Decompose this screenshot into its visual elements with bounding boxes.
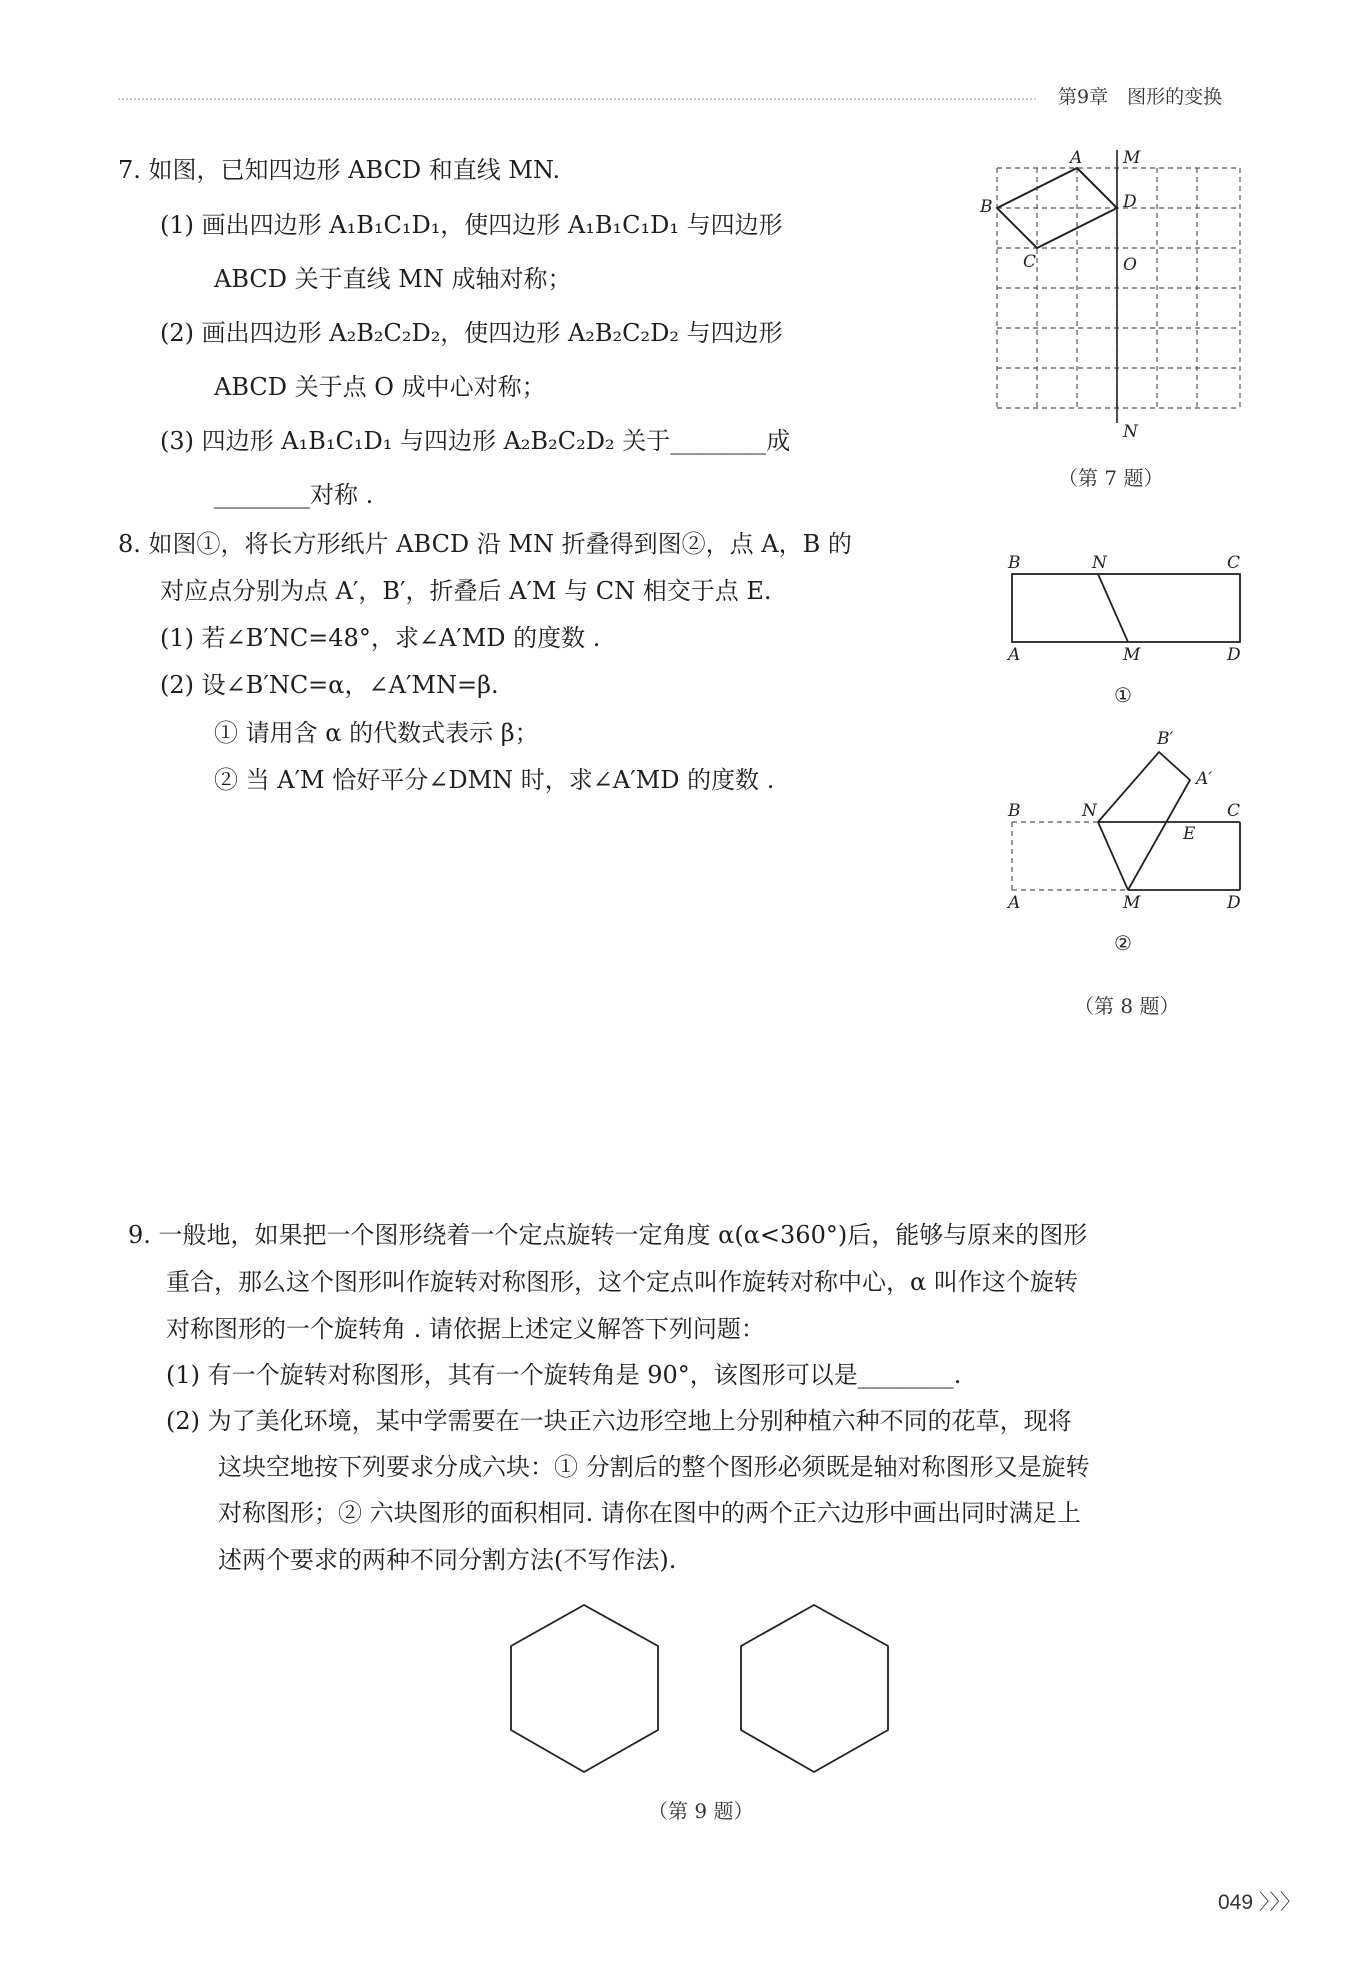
q8-figure-2: [1000, 722, 1260, 962]
q8-line-3: (1) 若∠B′NC=48°，求∠A′MD 的度数 .: [160, 624, 601, 652]
q7-line-6: (3) 四边形 A₁B₁C₁D₁ 与四边形 A₂B₂C₂D₂ 关于________成: [160, 427, 791, 455]
page-number: 049 〉〉〉: [1218, 1891, 1301, 1914]
label-b: B: [980, 197, 993, 217]
fig2-label-a-prime: A′: [1196, 769, 1213, 789]
q7-line-4: (2) 画出四边形 A₂B₂C₂D₂，使四边形 A₂B₂C₂D₂ 与四边形: [160, 319, 783, 347]
fig2-label-a: A: [1008, 893, 1021, 913]
fig2-tag: ②: [1114, 931, 1132, 955]
fig2-label-c: C: [1227, 801, 1241, 821]
fig2-label-e: E: [1183, 824, 1196, 844]
q7-line-5: ABCD 关于点 O 成中心对称；: [214, 373, 546, 401]
hexagon-right: [741, 1605, 888, 1772]
q8-line-4: (2) 设∠B′NC=α，∠A′MN=β.: [160, 671, 499, 699]
q8-line-5: ① 请用含 α 的代数式表示 β；: [214, 719, 539, 747]
fig2-label-m: M: [1123, 893, 1141, 913]
q7-line-3: ABCD 关于直线 MN 成轴对称；: [214, 265, 572, 293]
q8-figure-1: [1000, 550, 1260, 720]
q9-line-6: 这块空地按下列要求分成六块：① 分割后的整个图形必须既是轴对称图形又是旋转: [218, 1453, 1090, 1481]
label-o: O: [1123, 255, 1137, 275]
fig1-tag: ①: [1114, 683, 1132, 707]
header-rule: [118, 98, 1036, 100]
q7-grid: [997, 168, 1240, 408]
label-a: A: [1070, 148, 1083, 168]
q8-caption: （第 8 题）: [1074, 994, 1180, 1018]
fig1-label-b: B: [1008, 553, 1021, 573]
label-c: C: [1023, 252, 1037, 272]
label-m: M: [1123, 148, 1141, 168]
fig1-label-d: D: [1227, 645, 1241, 665]
folded-flap: [1098, 752, 1190, 890]
fig1-label-a: A: [1008, 645, 1021, 665]
fig1-label-n: N: [1092, 553, 1107, 573]
q7-line-7: ________对称 .: [214, 481, 374, 509]
fig2-label-n: N: [1082, 801, 1097, 821]
q9-line-8: 述两个要求的两种不同分割方法(不写作法).: [218, 1546, 677, 1574]
q9-caption: （第 9 题）: [648, 1799, 754, 1823]
q9-hexagons: [500, 1600, 900, 1790]
chapter-header: 第9章 图形的变换: [1058, 86, 1223, 108]
q7-grid-figure: [975, 145, 1265, 445]
fig1-label-m: M: [1123, 645, 1141, 665]
fig2-label-b: B: [1008, 801, 1021, 821]
q8-line-2: 对应点分别为点 A′，B′，折叠后 A′M 与 CN 相交于点 E.: [160, 577, 772, 605]
label-d: D: [1123, 192, 1137, 212]
q7-caption: （第 7 题）: [1058, 466, 1164, 490]
rectangle-abcd: [1012, 574, 1240, 642]
q7-line-2: (1) 画出四边形 A₁B₁C₁D₁，使四边形 A₁B₁C₁D₁ 与四边形: [160, 211, 783, 239]
fig2-label-d: D: [1227, 893, 1241, 913]
q9-line-1: 9. 一般地，如果把一个图形绕着一个定点旋转一定角度 α(α<360°)后，能够与原来的图形: [128, 1221, 1088, 1249]
fig2-label-b-prime: B′: [1157, 729, 1174, 749]
fig1-label-c: C: [1227, 553, 1241, 573]
fold-line-mn: [1098, 574, 1128, 642]
q9-line-4: (1) 有一个旋转对称图形，其有一个旋转角是 90°，该图形可以是________.: [166, 1361, 962, 1389]
q9-line-7: 对称图形；② 六块图形的面积相同. 请你在图中的两个正六边形中画出同时满足上: [218, 1499, 1081, 1527]
edge-nm: [1098, 822, 1128, 890]
q7-line-1: 7. 如图，已知四边形 ABCD 和直线 MN.: [118, 156, 561, 184]
q9-line-3: 对称图形的一个旋转角 . 请依据上述定义解答下列问题：: [166, 1315, 765, 1343]
label-n: N: [1123, 422, 1138, 442]
q9-line-2: 重合，那么这个图形叫作旋转对称图形，这个定点叫作旋转对称中心，α 叫作这个旋转: [166, 1268, 1078, 1296]
q8-line-1: 8. 如图①，将长方形纸片 ABCD 沿 MN 折叠得到图②，点 A，B 的: [118, 530, 852, 558]
q8-line-6: ② 当 A′M 恰好平分∠DMN 时，求∠A′MD 的度数 .: [214, 766, 775, 794]
hexagon-left: [511, 1605, 658, 1772]
q9-line-5: (2) 为了美化环境，某中学需要在一块正六边形空地上分别种植六种不同的花草，现将: [166, 1407, 1072, 1435]
